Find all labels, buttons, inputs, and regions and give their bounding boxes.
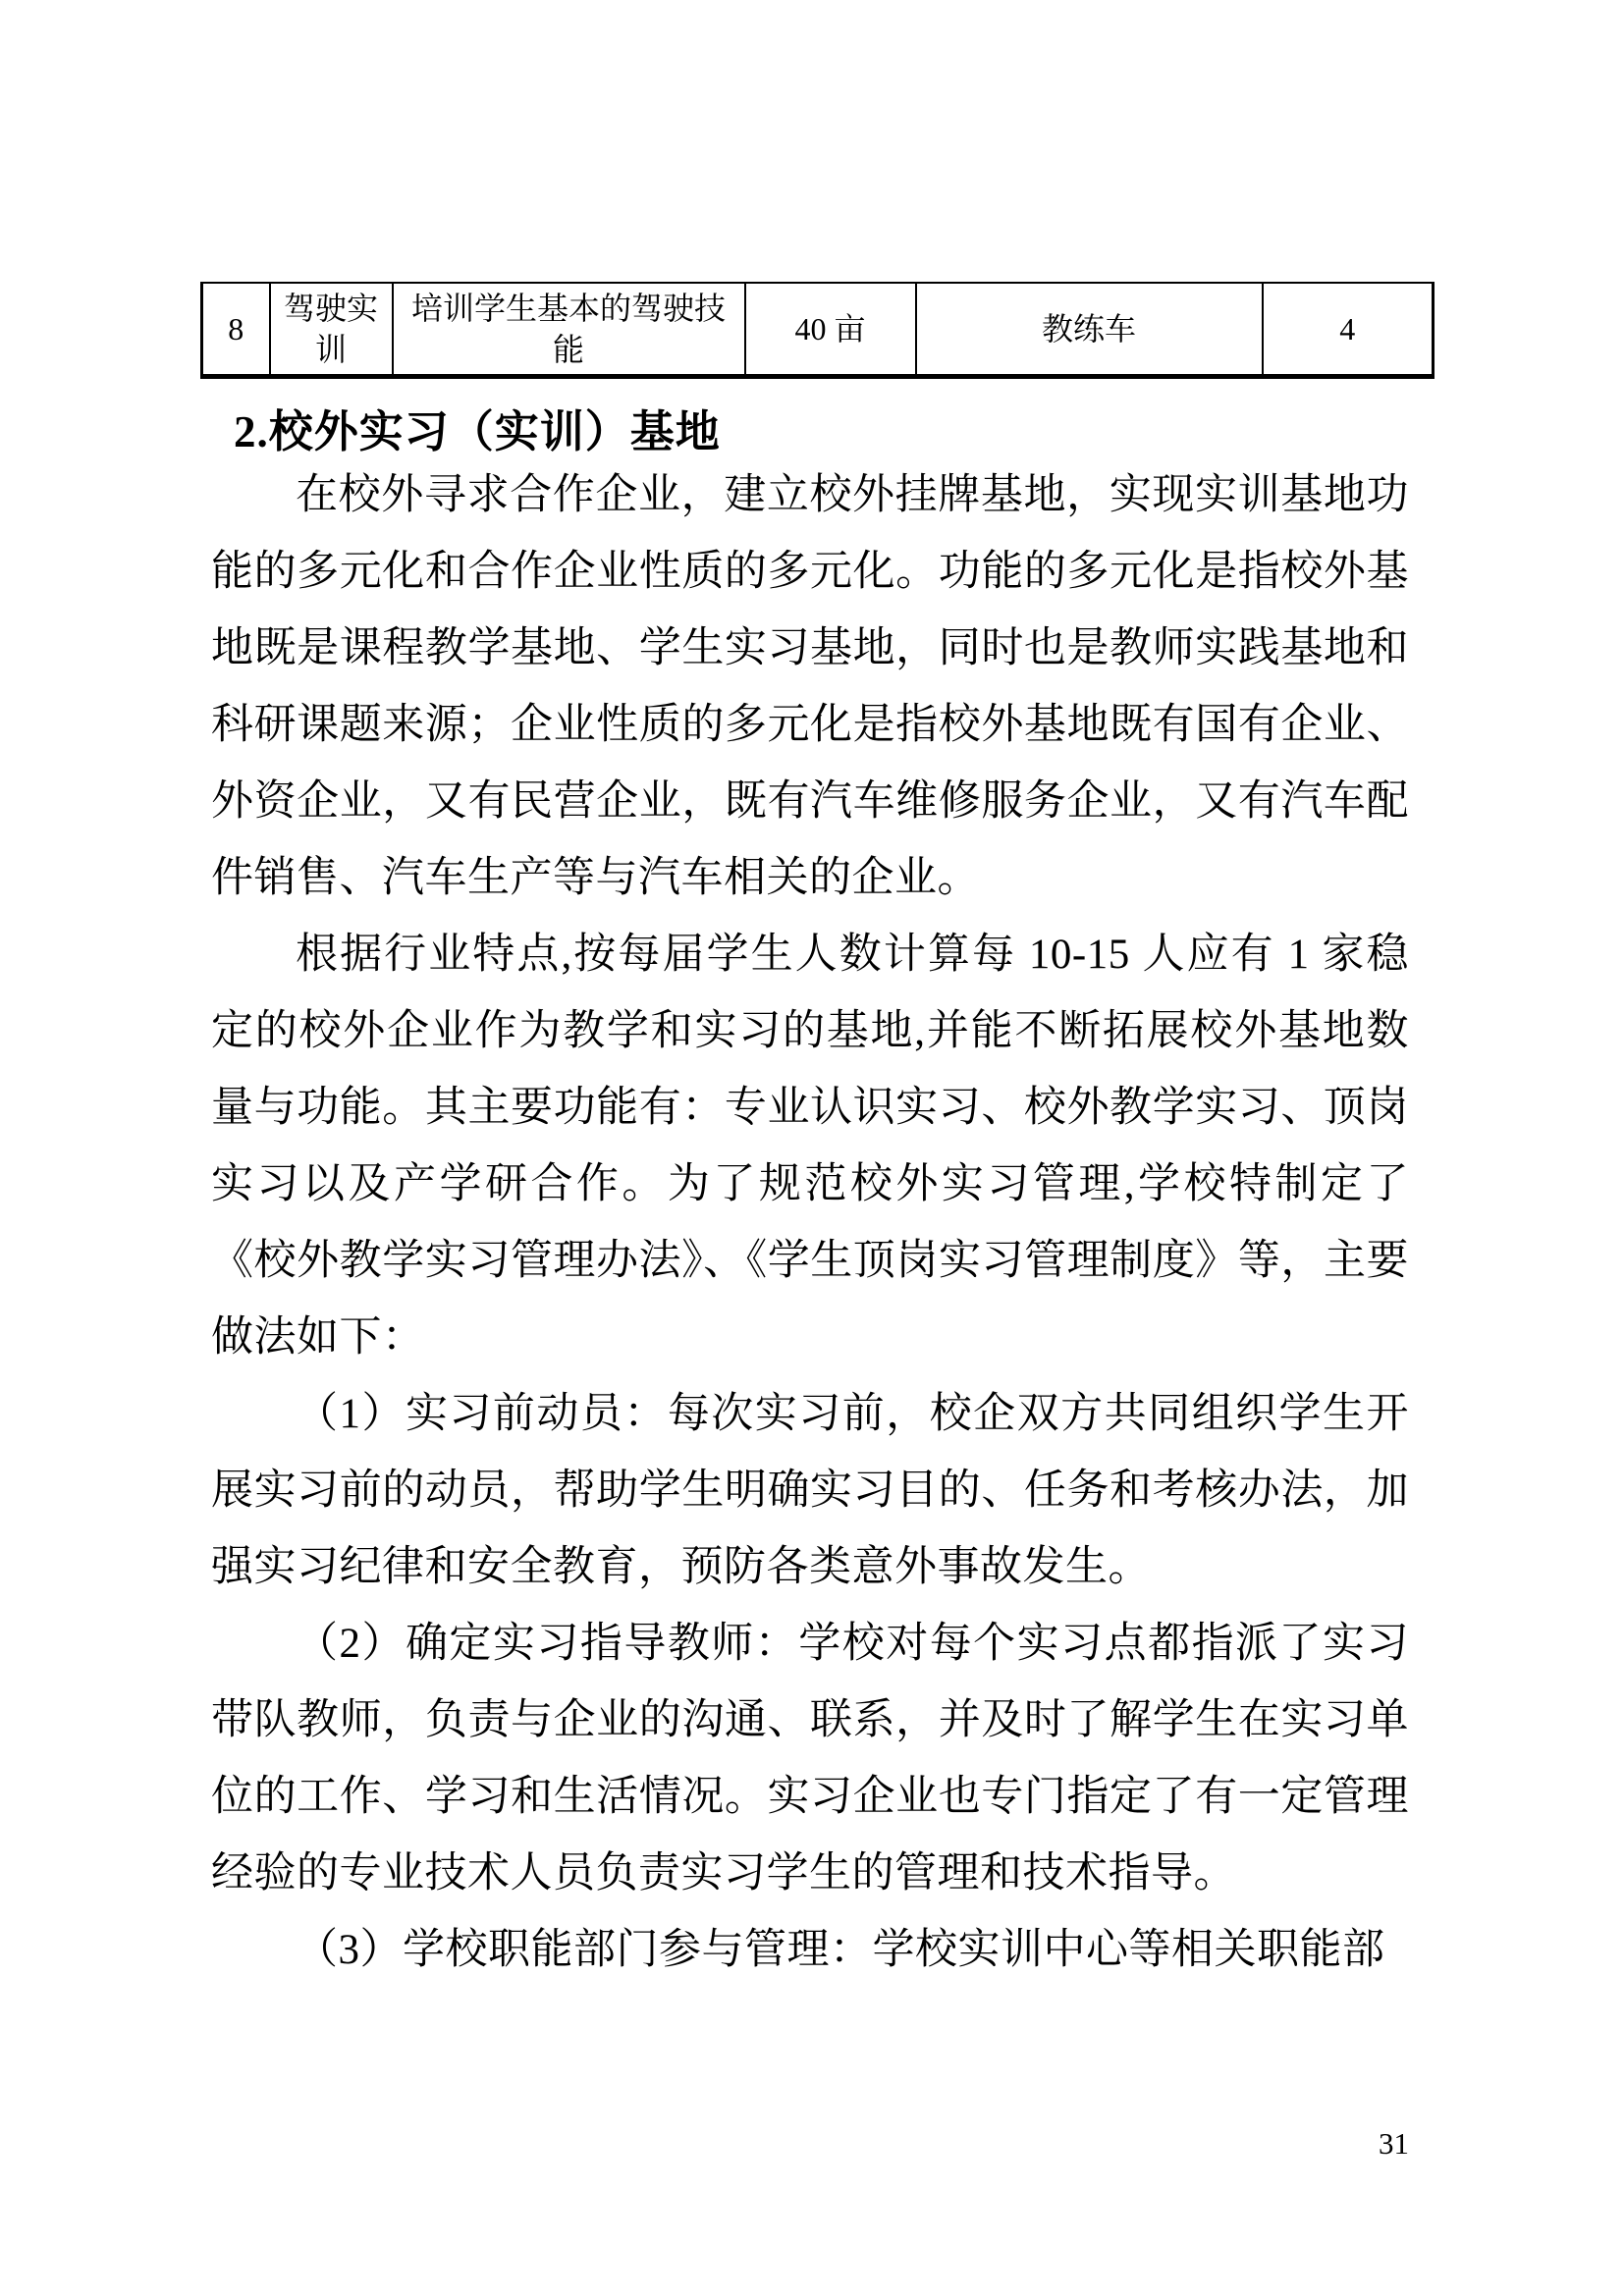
cell-facility-equipment: 教练车 [916, 283, 1263, 377]
section-heading: 2.校外实习（实训）基地 [234, 407, 721, 456]
paragraph-item-3: （3）学校职能部门参与管理：学校实训中心等相关职能部 [296, 1927, 1385, 1973]
cell-facility-name: 驾驶实训 [270, 283, 393, 377]
paragraph-intro: 在校外寻求合作企业，建立校外挂牌基地，实现实训基地功能的多元化和合作企业性质的多元化。功能的多元化是指校外基地既是课程教学基地、学生实习基地，同时也是教师实践基地和科研课题来源；企业性质的多元化是指校外基地既有国有企业、外资企业，又有民营企业，既有汽车维修服务企业，又有汽车配件销售、汽车生产等与汽车相关的企业。 [211, 472, 1409, 901]
body-text [211, 457, 1409, 1989]
page-number: 31 [1379, 2126, 1409, 2161]
facility-table [200, 282, 1435, 379]
cell-facility-function: 培训学生基本的驾驶技能 [393, 283, 745, 377]
table-row [202, 283, 1434, 377]
cell-facility-count: 4 [1263, 283, 1434, 377]
cell-facility-area: 40 亩 [745, 283, 916, 377]
paragraph-industry: 根据行业特点,按每届学生人数计算每 10-15 人应有 1 家稳定的校外企业作为教学和实习的基地,并能不断拓展校外基地数量与功能。其主要功能有：专业认识实习、校外教学实习、顶岗实习以及产学研合作。为了规范校外实习管理,学校特制定了《校外教学实习管理办法》、《学生顶岗实习管理制度》等，主要做法如下： [211, 932, 1409, 1361]
cell-row-index: 8 [202, 283, 270, 377]
paragraph-item-2: （2）确定实习指导教师：学校对每个实习点都指派了实习带队教师，负责与企业的沟通、联系，并及时了解学生在实习单位的工作、学习和生活情况。实习企业也专门指定了有一定管理经验的专业技术人员负责实习学生的管理和技术指导。 [211, 1621, 1409, 1896]
paragraph-item-1: （1）实习前动员：每次实习前，校企双方共同组织学生开展实习前的动员，帮助学生明确实习目的、任务和考核办法，加强实习纪律和安全教育，预防各类意外事故发生。 [211, 1391, 1409, 1590]
